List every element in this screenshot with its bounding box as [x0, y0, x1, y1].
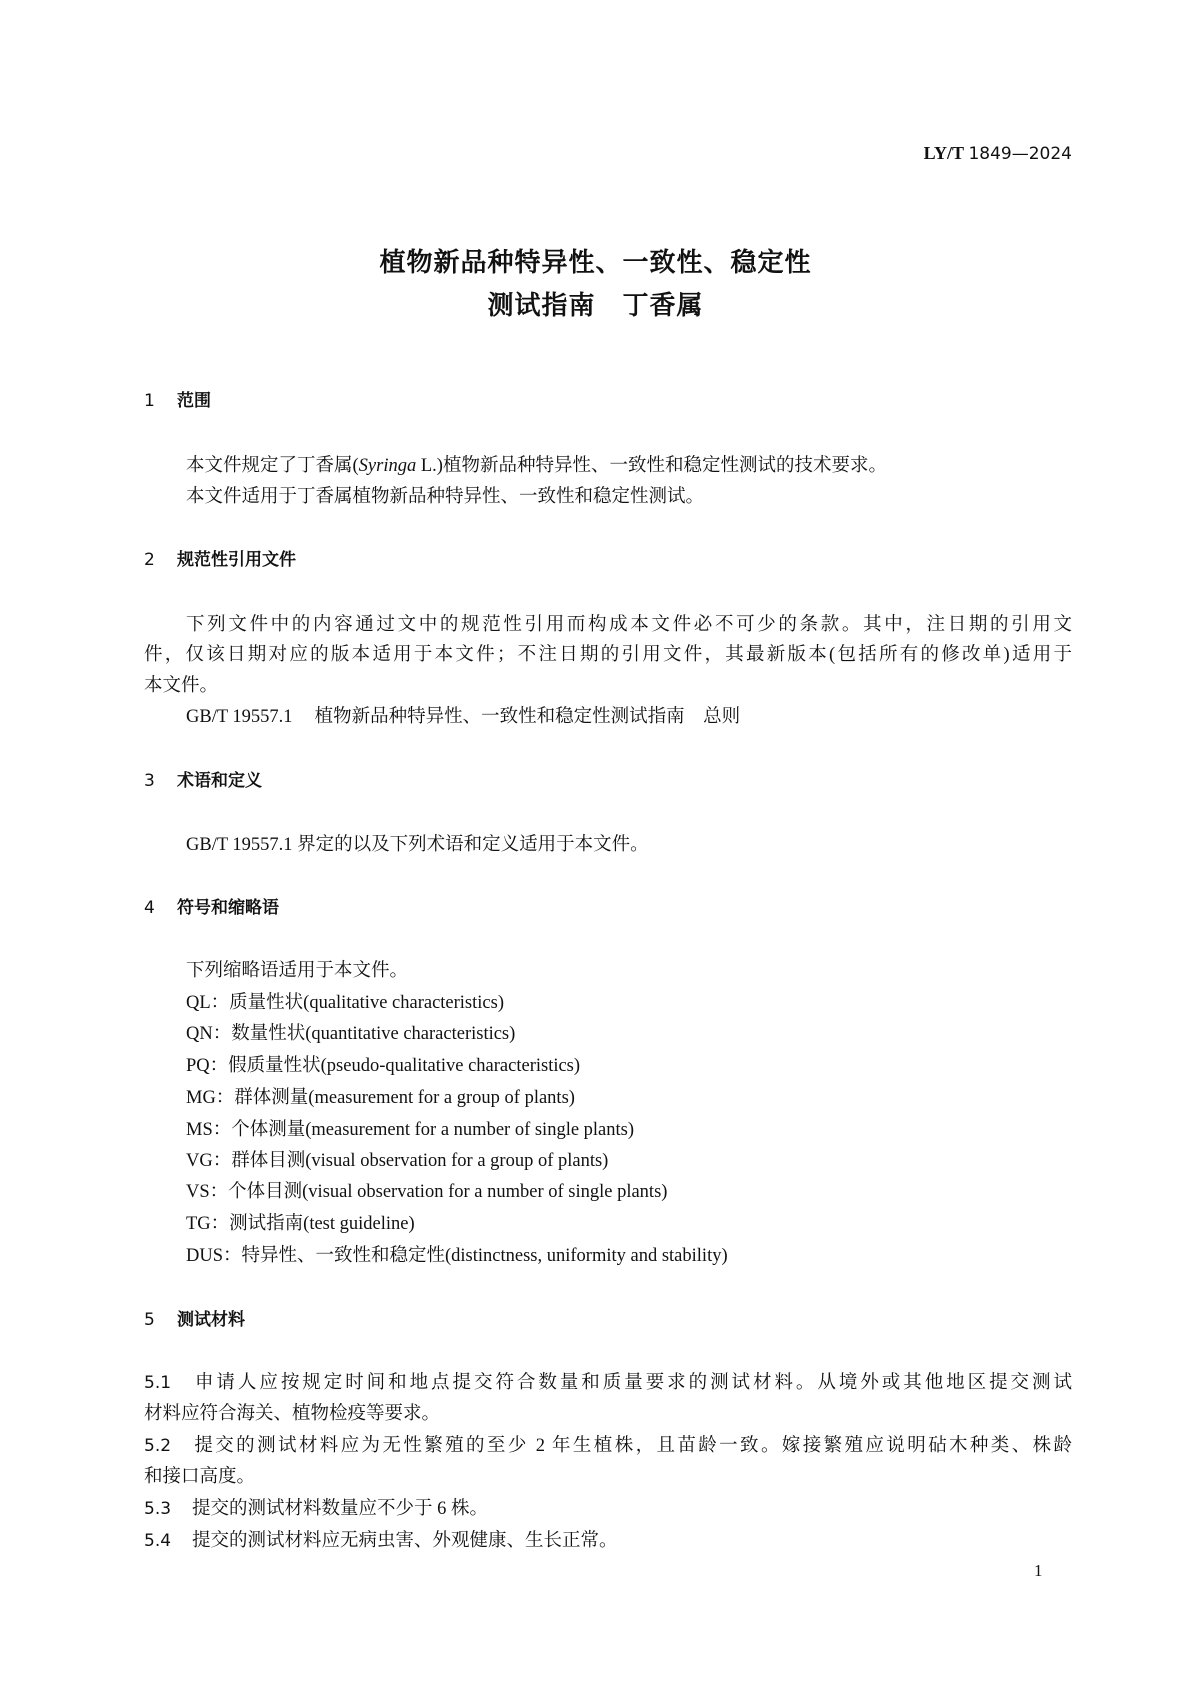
clause-5-2-line-2: 和接口高度。	[144, 1467, 256, 1487]
abbreviation-item: PQ：假质量性状(pseudo-qualitative characteristics)	[186, 1056, 581, 1076]
clause-5-4: 5.4 提交的测试材料应无病虫害、外观健康、生长正常。	[144, 1531, 618, 1551]
section-heading-terms: 3 术语和定义	[144, 771, 262, 791]
clause-5-3: 5.3 提交的测试材料数量应不少于 6 株。	[144, 1499, 489, 1519]
terms-paragraph: GB/T 19557.1 界定的以及下列术语和定义适用于本文件。	[186, 835, 649, 855]
abbreviations-intro: 下列缩略语适用于本文件。	[186, 961, 409, 981]
abbreviation-item: QL：质量性状(qualitative characteristics)	[186, 993, 504, 1013]
scope-paragraph-1: 本文件规定了丁香属(Syringa L.)植物新品种特异性、一致性和稳定性测试的技术要求。	[186, 456, 887, 476]
abbreviation-item: DUS：特异性、一致性和稳定性(distinctness, uniformity and stability)	[186, 1246, 728, 1266]
section-heading-test-material: 5 测试材料	[144, 1310, 245, 1330]
doc-title-line1: 植物新品种特异性、一致性、稳定性	[379, 248, 812, 278]
abbreviation-item: MG：群体测量(measurement for a group of plants)	[186, 1088, 575, 1108]
clause-5-1-line-1: 5.1 申请人应按规定时间和地点提交符合数量和质量要求的测试材料。从境外或其他地区提交测试	[144, 1373, 1072, 1393]
abbreviation-item: VG：群体目测(visual observation for a group of plants)	[186, 1151, 609, 1171]
references-line-1: 下列文件中的内容通过文中的规范性引用而构成本文件必不可少的条款。其中，注日期的引用文	[186, 615, 1072, 635]
page-number: 1	[1034, 1561, 1043, 1580]
reference-entry: GB/T 19557.1 植物新品种特异性、一致性和稳定性测试指南 总则	[186, 707, 741, 727]
abbreviation-item: VS：个体目测(visual observation for a number of single plants)	[186, 1182, 668, 1202]
section-heading-abbreviations: 4 符号和缩略语	[144, 898, 279, 918]
clause-5-2-line-1: 5.2 提交的测试材料应为无性繁殖的至少 2 年生植株，且苗龄一致。嫁接繁殖应说明砧木种类、株龄	[144, 1436, 1072, 1456]
clause-5-1-line-2: 材料应符合海关、植物检疫等要求。	[144, 1404, 441, 1424]
abbreviation-item: TG：测试指南(test guideline)	[186, 1214, 415, 1234]
standard-code: LY/T 1849—2024	[923, 143, 1072, 164]
scope-paragraph-2: 本文件适用于丁香属植物新品种特异性、一致性和稳定性测试。	[186, 487, 705, 507]
section-heading-scope: 1 范围	[144, 391, 211, 411]
abbreviation-item: QN：数量性状(quantitative characteristics)	[186, 1024, 516, 1044]
references-line-2: 件，仅该日期对应的版本适用于本文件；不注日期的引用文件，其最新版本(包括所有的修改单)适用于	[144, 645, 1072, 665]
doc-title-line2: 测试指南 丁香属	[487, 291, 704, 321]
abbreviation-item: MS：个体测量(measurement for a number of single plants)	[186, 1120, 635, 1140]
references-line-3: 本文件。	[144, 676, 219, 696]
section-heading-normative-references: 2 规范性引用文件	[144, 550, 296, 570]
